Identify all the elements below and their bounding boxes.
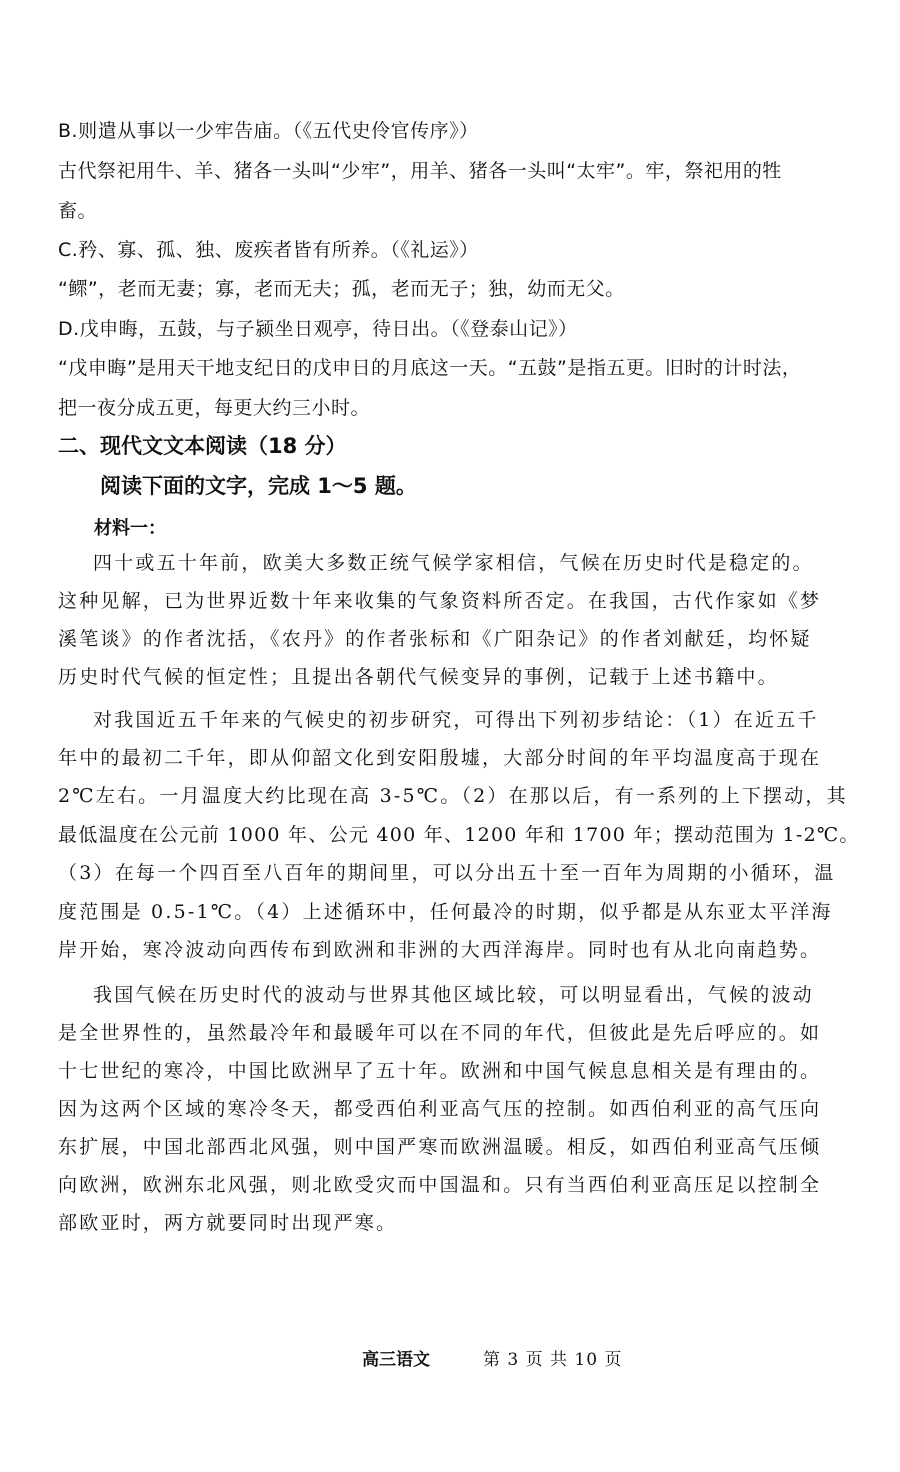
- footer-page-number: 第 3 页 共 10 页: [483, 1350, 623, 1370]
- option-b-explanation: 古代祭祀用牛、羊、猪各一头叫“少牢”，用羊、猪各一头叫“太牢”。牢，祭祀用的牲: [58, 160, 782, 182]
- section-instruction: 阅读下面的文字，完成 1～5 题。: [100, 474, 417, 498]
- paragraph-1-line: 四十或五十年前，欧美大多数正统气候学家相信，气候在历史时代是稳定的。: [93, 552, 814, 574]
- paragraph-3-line: 十七世纪的寒冷，中国比欧洲早了五十年。欧洲和中国气候息息相关是有理由的。: [58, 1060, 822, 1082]
- option-d-explanation: “戊申晦”是用天干地支纪日的戊申日的月底这一天。“五鼓”是指五更。旧时的计时法，: [58, 357, 802, 379]
- footer-subject: 高三语文: [362, 1350, 430, 1370]
- option-d: D.戊申晦，五鼓，与子颍坐日观亭，待日出。（《登泰山记》）: [58, 318, 578, 340]
- paragraph-3-line: 是全世界性的，虽然最冷年和最暖年可以在不同的年代，但彼此是先后呼应的。如: [58, 1022, 822, 1044]
- section-title: 二、现代文文本阅读（18 分）: [58, 434, 347, 458]
- paragraph-3-line: 向欧洲，欧洲东北风强，则北欧受灾而中国温和。只有当西伯利亚高压足以控制全: [58, 1174, 822, 1196]
- paragraph-3-line: 部欧亚时，两方就要同时出现严寒。: [58, 1212, 398, 1234]
- paragraph-2-line: 度范围是 0.5-1℃。（4）上述循环中，任何最冷的时期，似乎都是从东亚太平洋海: [58, 901, 833, 923]
- paragraph-2-line: 年中的最初二千年，即从仰韶文化到安阳殷墟，大部分时间的年平均温度高于现在: [58, 747, 822, 769]
- paragraph-1-line: 这种见解，已为世界近数十年来收集的气象资料所否定。在我国，古代作家如《梦: [58, 590, 822, 612]
- paragraph-3-line: 东扩展，中国北部西北风强，则中国严寒而欧洲温暖。相反，如西伯利亚高气压倾: [58, 1136, 822, 1158]
- option-c: C.矜、寡、孤、独、废疾者皆有所养。（《礼运》）: [58, 239, 479, 261]
- material-label: 材料一：: [94, 518, 166, 539]
- paragraph-2-line: 最低温度在公元前 1000 年、公元 400 年、1200 年和 1700 年；摆动范围为 1-2℃。: [58, 824, 860, 846]
- paragraph-1-line: 溪笔谈》的作者沈括，《农丹》的作者张标和《广阳杂记》的作者刘献廷，均怀疑: [58, 628, 812, 650]
- option-d-explanation-cont: 把一夜分成五更，每更大约三小时。: [58, 397, 371, 419]
- option-b-explanation-cont: 畜。: [58, 200, 98, 222]
- paragraph-2-line: （3）在每一个四百至八百年的期间里，可以分出五十至一百年为周期的小循环，温: [58, 862, 836, 884]
- paragraph-2-line: 岸开始，寒冷波动向西传布到欧洲和非洲的大西洋海岸。同时也有从北向南趋势。: [58, 939, 822, 961]
- paragraph-2-line: 对我国近五千年来的气候史的初步研究，可得出下列初步结论：（1）在近五千: [93, 709, 819, 731]
- paragraph-3-line: 我国气候在历史时代的波动与世界其他区域比较，可以明显看出，气候的波动: [93, 984, 814, 1006]
- paragraph-2-line: 2℃左右。一月温度大约比现在高 3-5℃。（2）在那以后，有一系列的上下摆动，其: [58, 785, 848, 807]
- paragraph-1-line: 历史时代气候的恒定性；且提出各朝代气候变异的事例，记载于上述书籍中。: [58, 666, 779, 688]
- option-c-explanation: “鳏”，老而无妻；寡，老而无夫；孤，老而无子；独，幼而无父。: [58, 278, 625, 300]
- option-b: B.则遣从事以一少牢告庙。（《五代史伶官传序》）: [58, 120, 479, 142]
- paragraph-3-line: 因为这两个区域的寒冷冬天，都受西伯利亚高气压的控制。如西伯利亚的高气压向: [58, 1098, 822, 1120]
